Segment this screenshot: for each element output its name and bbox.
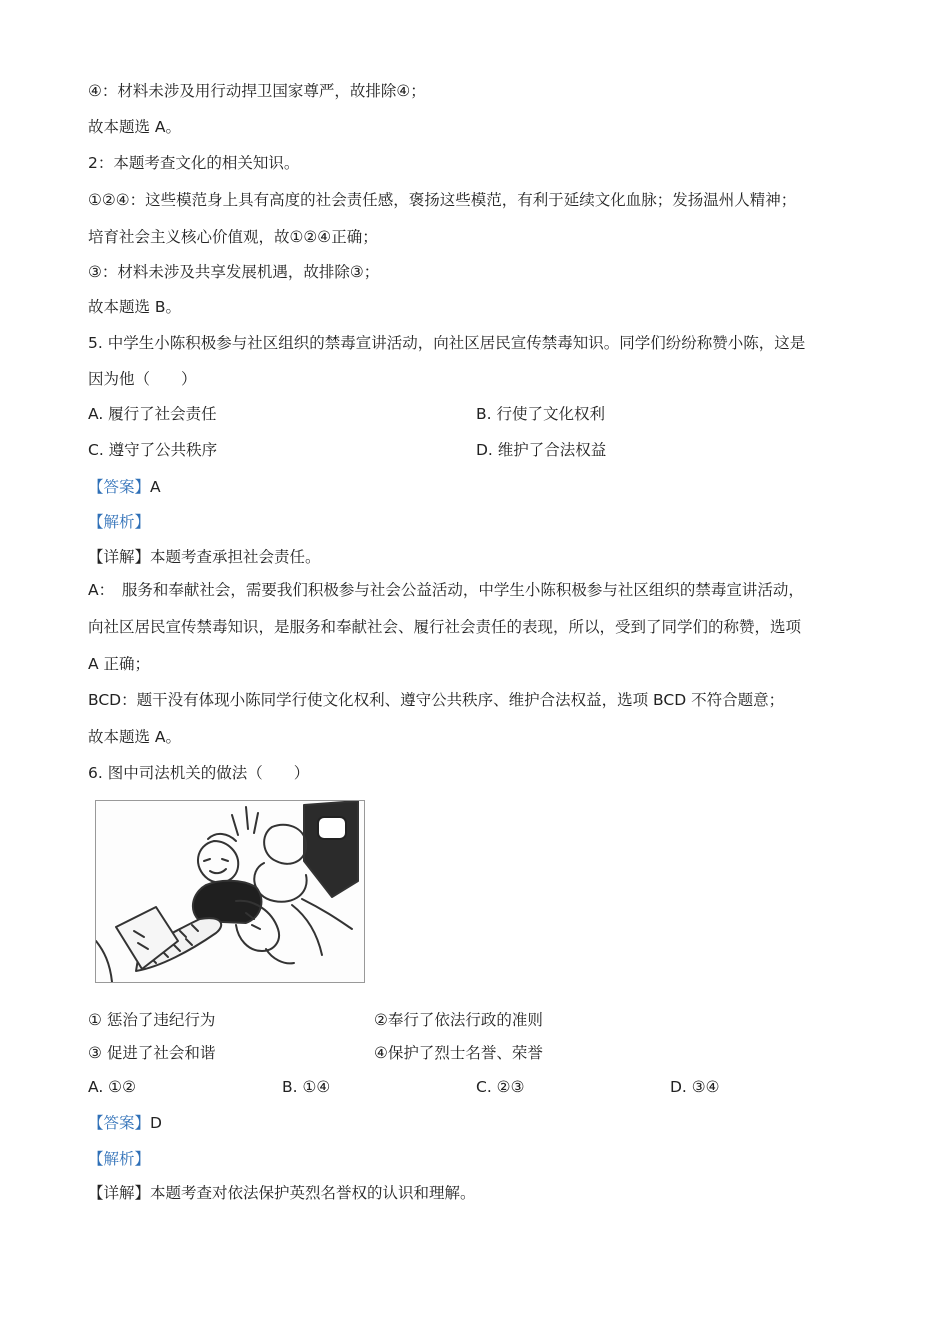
q5-option-b: B. 行使了文化权利 bbox=[476, 405, 605, 423]
q5-stem-1: 5. 中学生小陈积极参与社区组织的禁毒宣讲活动，向社区居民宣传禁毒知识。同学们纷纷称赞小陈，这是 bbox=[88, 334, 806, 352]
q6-analysis-tag: 【解析】 bbox=[88, 1150, 151, 1168]
line-7: 故本题选 B。 bbox=[88, 298, 182, 316]
answer-value: A bbox=[150, 478, 161, 496]
line-1: ④：材料未涉及用行动捍卫国家尊严，故排除④； bbox=[88, 82, 426, 100]
q5-explain-4: BCD：题干没有体现小陈同学行使文化权利、遵守公共秩序、维护合法权益，选项 BCD 不符合题意； bbox=[88, 691, 785, 709]
q5-option-d: D. 维护了合法权益 bbox=[476, 441, 607, 459]
q6-option-d: D. ③④ bbox=[670, 1078, 720, 1096]
q5-explain-5: 故本题选 A。 bbox=[88, 728, 182, 746]
line-4: ①②④：这些模范身上具有高度的社会责任感，褒扬这些模范，有利于延续文化血脉；发扬温州人精神； bbox=[88, 191, 797, 209]
q5-explain-3: A 正确； bbox=[88, 655, 151, 673]
q6-cartoon-image bbox=[95, 800, 365, 983]
q5-explain-1: A： 服务和奉献社会，需要我们积极参与社会公益活动，中学生小陈积极参与社区组织的禁毒宣讲活动， bbox=[88, 581, 804, 599]
line-2: 故本题选 A。 bbox=[88, 118, 182, 136]
q6-option-b: B. ①④ bbox=[282, 1078, 331, 1096]
line-5: 培育社会主义核心价值观，故①②④正确； bbox=[88, 228, 378, 246]
q6-statement-3: ③ 促进了社会和谐 bbox=[88, 1044, 216, 1062]
q6-answer bbox=[88, 1113, 162, 1133]
line-6: ③：材料未涉及共享发展机遇，故排除③； bbox=[88, 263, 380, 281]
q6-statement-4: ④保护了烈士名誉、荣誉 bbox=[374, 1044, 543, 1062]
q5-option-c: C. 遵守了公共秩序 bbox=[88, 441, 218, 459]
answer-tag: 【答案】 bbox=[88, 1114, 151, 1132]
q5-option-a: A. 履行了社会责任 bbox=[88, 405, 217, 423]
q6-statement-1: ① 惩治了违纪行为 bbox=[88, 1011, 216, 1029]
answer-value: D bbox=[150, 1114, 162, 1132]
answer-tag: 【答案】 bbox=[88, 478, 151, 496]
q5-explain-2: 向社区居民宣传禁毒知识，是服务和奉献社会、履行社会责任的表现，所以，受到了同学们的称赞，选项 bbox=[88, 618, 802, 636]
q6-stem: 6. 图中司法机关的做法（ ） bbox=[88, 764, 310, 782]
line-3: 2：本题考查文化的相关知识。 bbox=[88, 154, 300, 172]
q5-answer bbox=[88, 477, 161, 497]
q6-option-a: A. ①② bbox=[88, 1078, 136, 1096]
q5-detail: 【详解】本题考查承担社会责任。 bbox=[88, 548, 321, 566]
q5-analysis-tag: 【解析】 bbox=[88, 513, 151, 531]
q6-detail: 【详解】本题考查对依法保护英烈名誉权的认识和理解。 bbox=[88, 1184, 476, 1202]
q6-statement-2: ②奉行了依法行政的准则 bbox=[374, 1011, 543, 1029]
q5-stem-2: 因为他（ ） bbox=[88, 370, 197, 388]
q6-option-c: C. ②③ bbox=[476, 1078, 525, 1096]
